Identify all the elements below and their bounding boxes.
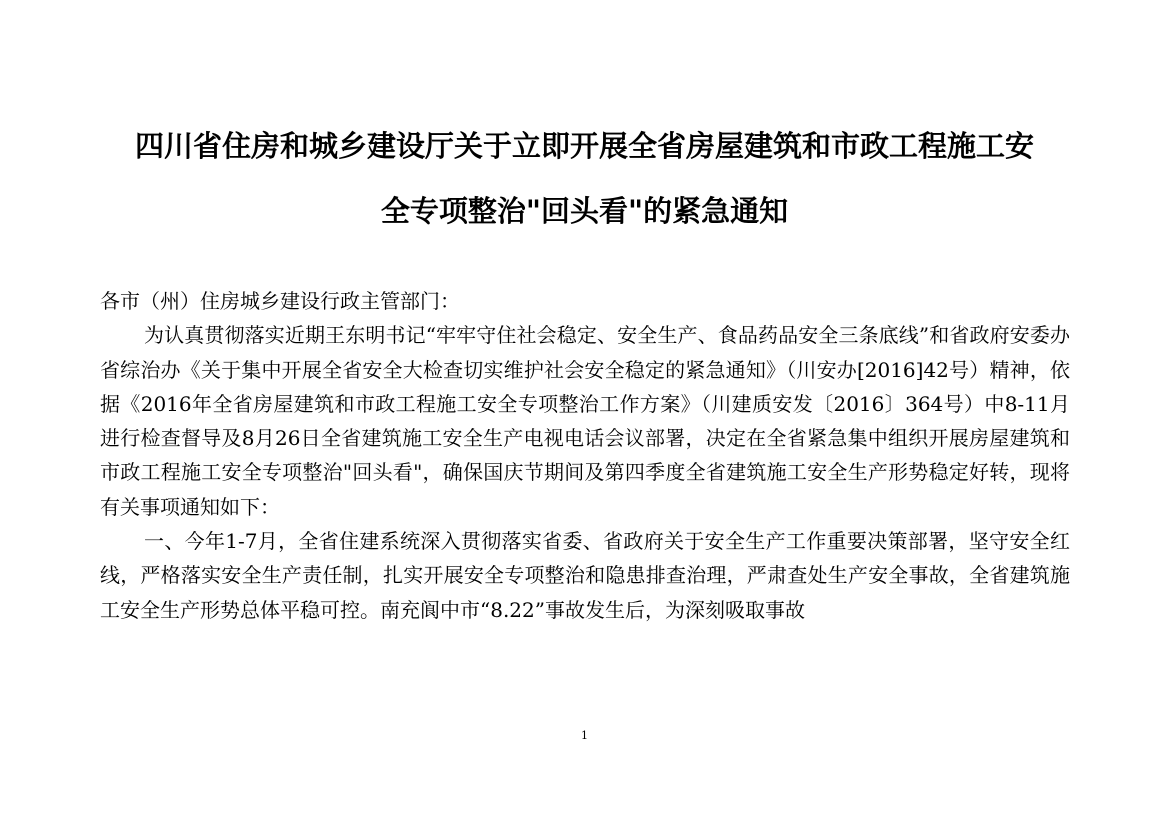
- paragraph-intro: 为认真贯彻落实近期王东明书记“牢牢守住社会稳定、安全生产、食品药品安全三条底线”和省政府安委办 省综治办《关于集中开展全省安全大检查切实维护社会安全稳定的紧急通知》（川安办[2016]42号）精神，依据《2016年全省房屋建筑和市政工程施工安全专项整治工作方案》（川建质安发〔2016〕364号）中8-11月进行检查督导及8月26日全省建筑施工安全生产电视电话会议部署，决定在全省紧急集中组织开展房屋建筑和市政工程施工安全专项整治"回头看"，确保国庆节期间及第四季度全省建筑施工安全生产形势稳定好转，现将有关事项通知如下：: [100, 323, 1070, 519]
- document-title-line-1: 四川省住房和城乡建设厅关于立即开展全省房屋建筑和市政工程施工安: [134, 129, 1034, 163]
- document-title-line-2: 全专项整治"回头看"的紧急通知: [380, 194, 789, 228]
- salutation: 各市（州）住房城乡建设行政主管部门：: [100, 289, 460, 313]
- paragraph-section-one: 一、今年1-7月，全省住建系统深入贯彻落实省委、省政府关于安全生产工作重要决策部署，坚守安全红线，严格落实安全生产责任制，扎实开展安全专项整治和隐患排查治理，严肃查处生产安全事故，全省建筑施工安全生产形势总体平稳可控。南充阆中市“8.22”事故发生后，为深刻吸取事故: [100, 529, 1070, 622]
- document-body: [100, 284, 1070, 627]
- page-number: 1: [581, 729, 588, 742]
